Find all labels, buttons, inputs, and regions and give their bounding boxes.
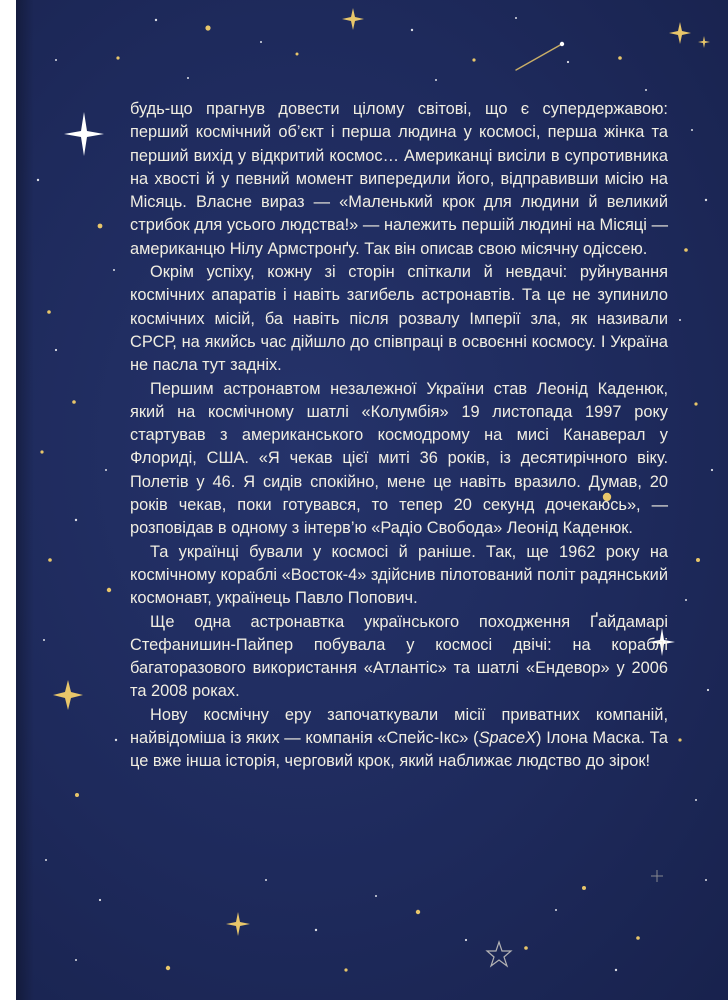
paragraph-6 <box>130 704 668 774</box>
spacex-name: SpaceX <box>478 729 537 748</box>
night-sky-background <box>16 0 728 1000</box>
paragraph-4: Та українці бували у космосі й раніше. Так, ще 1962 року на космічному кораблі «Восток-4» здійснив пілотований політ радянський космонавт, українець Павло Попович. <box>130 542 668 608</box>
outline-star-icon <box>487 942 511 966</box>
comet-icon <box>516 42 564 70</box>
paragraph-5: Ще одна астронавтка українського походження Ґайдамарі Стефанишин-Пайпер побувала у космосі двічі: на кораблі багаторазового використання «Атлантіс» та шатлі «Ендевор» у 2006 та 2008 роках. <box>130 612 668 701</box>
paragraph-6-end: ) Ілона Маска. Та це вже інша історія, черговий крок, який наближає людство до зірок! <box>130 729 668 771</box>
paragraph-6-start: Нову космічну еру започаткували місії приватних компаній, найвідоміша із яких — компанія «Спейс-Ікс» ( <box>130 705 668 748</box>
paragraph-2: Окрім успіху, кожну зі сторін спіткали й невдачі: руйнування космічних апаратів і навіть загибель астронавтів. Та це не зупинило космічних місій, ба навіть після розвалу Імперії зла, як називали СРСР, на якийсь час дійшло до співпраці в освоєнні космосу. І Україна не пасла тут задніх. <box>130 263 668 375</box>
paragraph-1: будь-що прагнув довести цілому світові, що є супердержавою: перший космічний об’єкт і перша людина у космосі, перша жінка та перший вихід у відкритий космос… Американці висіли в супротивника на хвості й у певний момент випередили його, відправивши місію на Місяць. Власне вираз — «Маленький крок для людини й великий стрибок для усього людства!» — належить першій людині на Місяці — американцю Нілу Армстронґу. Так він описав свою місячну одіссею. <box>130 100 668 258</box>
paragraph-3: Першим астронавтом незалежної України став Леонід Каденюк, який на космічному шатлі «Колумбія» 19 листопада 1997 року стартував з американського космодрому на мисі Канаверал у Флориді, США. «Я чекав цієї миті 36 років, із десятирічного віку. Полетів у 46. Я сидів спокійно, мене це навіть вразило. Думав, 20 років чекав, поки готувався, то тепер 20 секунд дочекаюсь», — розповідав в одному з інтерв’ю «Радіо Свобода» Леонід Каденюк. <box>130 379 668 538</box>
article-text <box>130 98 668 774</box>
